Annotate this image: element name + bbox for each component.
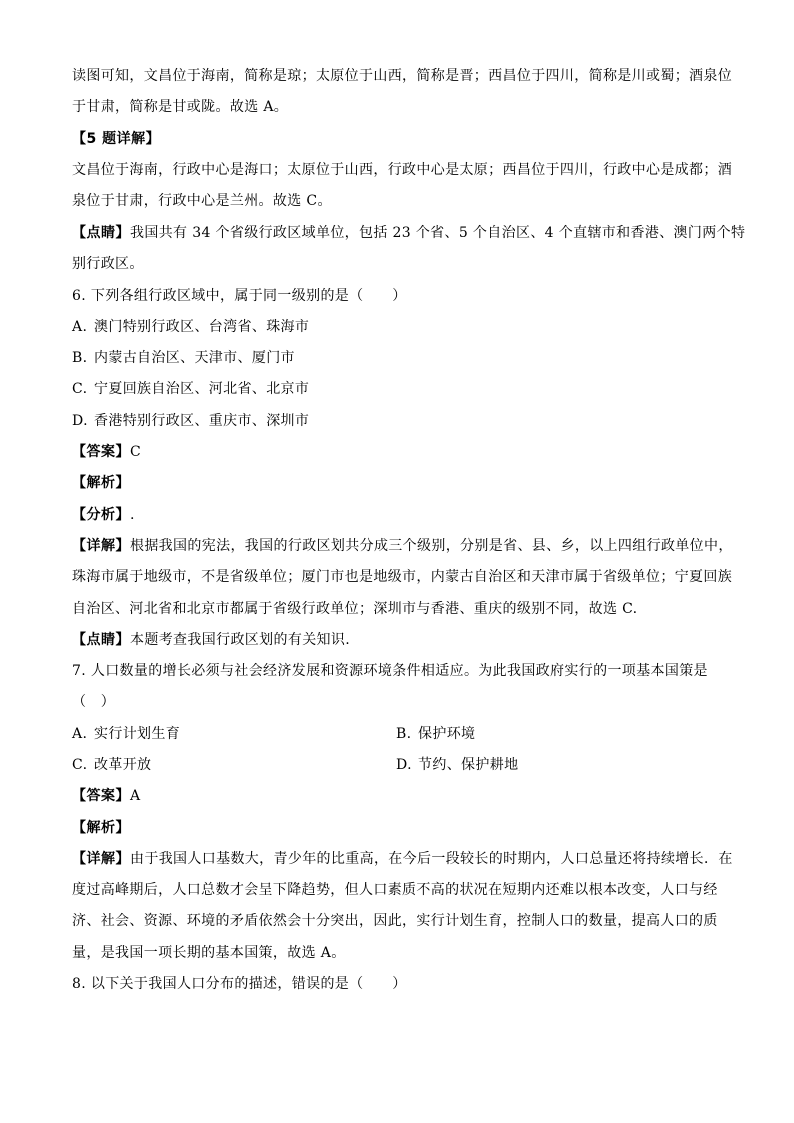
q5-detail-heading	[72, 130, 732, 148]
q6-detail-line3: 自治区、河北省和北京市都属于省级行政单位；深圳市与香港、重庆的级别不同，故选 C.	[72, 601, 638, 617]
q7-option-c-text: 改革开放	[94, 757, 152, 773]
q7-answer-label: 【答案】	[72, 788, 130, 804]
q7-option-d-text: 节约、保护耕地	[418, 757, 519, 773]
q5-detail-line1: 文昌位于海南，行政中心是海口；太原位于山西，行政中心是太原；西昌位于四川，行政中心是成都；酒	[72, 162, 733, 178]
q6-detail-text1: 根据我国的宪法，我国的行政区划共分成三个级别，分别是省、县、乡，以上四组行政单位中，	[130, 538, 733, 554]
q6-note	[72, 631, 732, 649]
q7-option-c-letter: C.	[72, 757, 88, 773]
q6-answer	[72, 443, 732, 461]
q7-detail-label: 【详解】	[72, 851, 130, 867]
q6-option-a-letter: A.	[72, 319, 88, 335]
para1-line1: 读图可知，文昌位于海南，简称是琼；太原位于山西，简称是晋；西昌位于四川，简称是川或蜀；酒泉位	[72, 68, 733, 84]
q7-option-c	[72, 756, 151, 774]
q7-option-a	[72, 725, 180, 743]
q7-detail-text1: 由于我国人口基数大，青少年的比重高，在今后一段较长的时期内，人口总量还将持续增长．在	[130, 851, 733, 867]
q6-option-d-text: 香港特别行政区、重庆市、深圳市	[94, 413, 310, 429]
note1-text1: 我国共有 34 个省级行政区域单位，包括 23 个省、5 个自治区、4 个直辖市和香港、澳门两个特	[130, 225, 746, 241]
q7-detail-line1	[72, 850, 732, 868]
q7-option-a-letter: A.	[72, 726, 88, 742]
q7-option-b-text: 保护环境	[418, 726, 476, 742]
q6-note-label: 【点睛】	[72, 632, 130, 648]
q7-stem-line1: 7. 人口数量的增长必须与社会经济发展和资源环境条件相适应。为此我国政府实行的一项基本国策是	[72, 663, 708, 679]
q6-option-c-text: 宁夏回族自治区、河北省、北京市	[94, 381, 310, 397]
q6-option-d-letter: D.	[72, 413, 88, 429]
q6-detail-label: 【详解】	[72, 538, 130, 554]
q7-analysis	[72, 819, 732, 837]
q7-option-b-letter: B.	[396, 726, 412, 742]
para1-line2: 于甘肃，简称是甘或陇。故选 A。	[72, 99, 289, 115]
q6-detail-line2: 珠海市属于地级市，不是省级单位；厦门市也是地级市，内蒙古自治区和天津市属于省级单位；宁夏回族	[72, 569, 733, 585]
note1-line2: 别行政区。	[72, 256, 144, 272]
q6-fenxi-label: 【分析】	[72, 507, 130, 523]
q6-fenxi	[72, 506, 732, 524]
q6-answer-label: 【答案】	[72, 444, 130, 460]
q7-option-d	[396, 756, 518, 774]
q7-answer-value: A	[130, 788, 141, 804]
q5-detail-label: 【5 题详解】	[72, 131, 161, 147]
q5-detail-line2: 泉位于甘肃，行政中心是兰州。故选 C。	[72, 193, 332, 209]
q7-option-d-letter: D.	[396, 757, 412, 773]
q6-option-a-text: 澳门特别行政区、台湾省、珠海市	[94, 319, 310, 335]
q7-option-b	[396, 725, 475, 743]
q7-detail-line2: 度过高峰期后，人口总数才会呈下降趋势，但人口素质不高的状况在短期内还难以根本改变，人口与经	[72, 882, 718, 898]
q6-option-c-letter: C.	[72, 381, 88, 397]
note1-line1	[72, 224, 746, 242]
q6-answer-value: C	[130, 444, 142, 460]
q7-option-a-text: 实行计划生育	[94, 726, 181, 742]
note1-label: 【点睛】	[72, 225, 130, 241]
q7-stem-line2: （ ）	[72, 694, 116, 710]
q6-option-b	[72, 349, 295, 367]
q6-option-b-letter: B.	[72, 350, 88, 366]
q6-analysis	[72, 474, 732, 492]
q7-detail-line3: 济、社会、资源、环境的矛盾依然会十分突出，因此，实行计划生育，控制人口的数量，提高人口的质	[72, 913, 718, 929]
q7-answer	[72, 787, 732, 805]
q6-analysis-label: 【解析】	[72, 475, 130, 491]
q6-note-text: 本题考查我国行政区划的有关知识.	[130, 632, 351, 648]
q6-option-a	[72, 318, 309, 336]
q8-stem: 8. 以下关于我国人口分布的描述，错误的是（ ）	[72, 976, 407, 992]
q7-analysis-label: 【解析】	[72, 820, 130, 836]
q6-stem: 6. 下列各组行政区域中，属于同一级别的是（ ）	[72, 288, 407, 304]
q6-detail-line1	[72, 537, 732, 555]
q6-option-d	[72, 412, 309, 430]
q6-option-c	[72, 380, 309, 398]
q7-detail-line4: 量，是我国一项长期的基本国策，故选 A。	[72, 945, 346, 961]
q6-option-b-text: 内蒙古自治区、天津市、厦门市	[94, 350, 295, 366]
q6-fenxi-text: .	[130, 507, 135, 523]
